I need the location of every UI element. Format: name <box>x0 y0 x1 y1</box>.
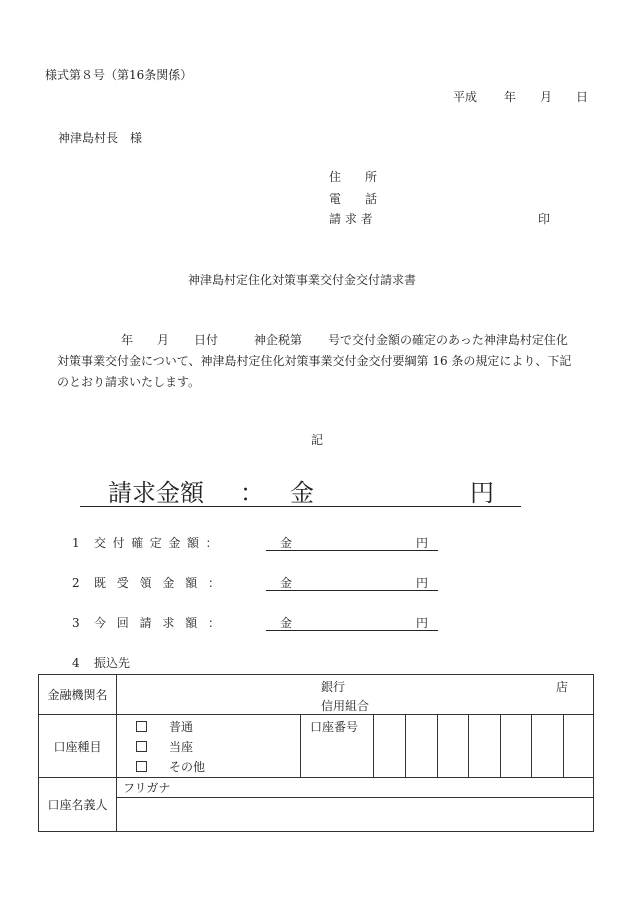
checkbox[interactable] <box>136 741 147 752</box>
item-kin: 金 <box>280 576 293 590</box>
item-label: 今回請求額： <box>94 616 231 630</box>
date-era: 平成 <box>453 90 478 104</box>
item-yen: 円 <box>416 616 429 630</box>
date-day: 日 <box>576 90 589 104</box>
item-number: 2 <box>72 576 80 590</box>
furigana-cell[interactable] <box>117 778 594 798</box>
option-touza[interactable] <box>136 737 300 757</box>
institution-cell[interactable] <box>117 675 594 715</box>
account-digit-cell[interactable] <box>406 715 438 778</box>
claim-underline <box>80 506 521 507</box>
item-label: 交付確定金額： <box>94 536 225 550</box>
item-yen: 円 <box>416 536 429 550</box>
credit-union-suffix: 信用組合 <box>321 699 370 713</box>
item-kin: 金 <box>280 616 293 630</box>
seal-mark: 印 <box>538 212 551 226</box>
body-ref: 神企税第 <box>254 333 303 347</box>
date-month: 月 <box>540 90 553 104</box>
document-title: 神津島村定住化対策事業交付金交付請求書 <box>188 273 417 287</box>
account-digit-cell[interactable] <box>532 715 564 778</box>
item-underline <box>266 590 438 591</box>
claim-colon: ： <box>240 479 264 507</box>
account-digit-cell[interactable] <box>438 715 469 778</box>
claim-yen: 円 <box>470 479 494 507</box>
body-month: 月 <box>157 333 170 347</box>
account-number-label-cell <box>301 715 374 778</box>
body-year: 年 <box>121 333 134 347</box>
body-date: 日付 <box>194 333 219 347</box>
transfer-label: 振込先 <box>94 656 131 670</box>
body-line2: 対策事業交付金について、神津島村定住化対策事業交付金交付要綱第 16 条の規定により、下記 <box>57 354 572 368</box>
item-kin: 金 <box>280 536 293 550</box>
option-label: その他 <box>169 760 206 774</box>
option-other[interactable] <box>136 757 300 777</box>
bank-suffix: 銀行 <box>321 680 346 694</box>
claim-label: 請求金額 <box>108 479 204 507</box>
institution-label: 金融機関名 <box>47 688 108 702</box>
account-digit-cell[interactable] <box>469 715 501 778</box>
institution-label-cell <box>39 675 117 715</box>
transfer-number: 4 <box>72 656 80 670</box>
form-number: 様式第８号（第16条関係） <box>45 68 193 82</box>
furigana-label: フリガナ <box>123 781 171 795</box>
item-underline <box>266 630 438 631</box>
item-number: 1 <box>72 536 80 550</box>
addressee: 神津島村長 様 <box>58 131 143 145</box>
body-line1-rest: 号で交付金額の確定のあった神津島村定住化 <box>328 333 568 347</box>
item-number: 3 <box>72 616 80 630</box>
account-digit-cell[interactable] <box>374 715 406 778</box>
account-number-label: 口座番号 <box>310 720 359 734</box>
item-label: 既受領金額： <box>94 576 231 590</box>
claim-kin: 金 <box>290 479 314 507</box>
date-year: 年 <box>504 90 517 104</box>
item-yen: 円 <box>416 576 429 590</box>
option-label: 普通 <box>169 720 194 734</box>
account-type-label-cell <box>39 715 117 778</box>
account-digit-cell[interactable] <box>501 715 532 778</box>
checkbox[interactable] <box>136 721 147 732</box>
account-digit-cell[interactable] <box>564 715 594 778</box>
holder-label-cell <box>39 778 117 832</box>
option-label: 当座 <box>169 740 194 754</box>
phone-label: 電 話 <box>329 192 378 206</box>
address-label: 住 所 <box>329 170 378 184</box>
ki-mark: 記 <box>311 433 324 447</box>
account-type-options <box>117 715 301 778</box>
body-line3: のとおり請求いたします。 <box>57 375 201 389</box>
checkbox[interactable] <box>136 761 147 772</box>
account-type-label: 口座種目 <box>53 739 102 754</box>
branch-suffix: 店 <box>556 680 569 694</box>
bank-table <box>38 674 594 832</box>
option-futsu[interactable] <box>136 717 300 737</box>
holder-label: 口座名義人 <box>47 798 108 812</box>
requester-label: 請 求 者 <box>329 212 373 226</box>
holder-name-cell[interactable] <box>117 798 594 832</box>
item-underline <box>266 550 438 551</box>
